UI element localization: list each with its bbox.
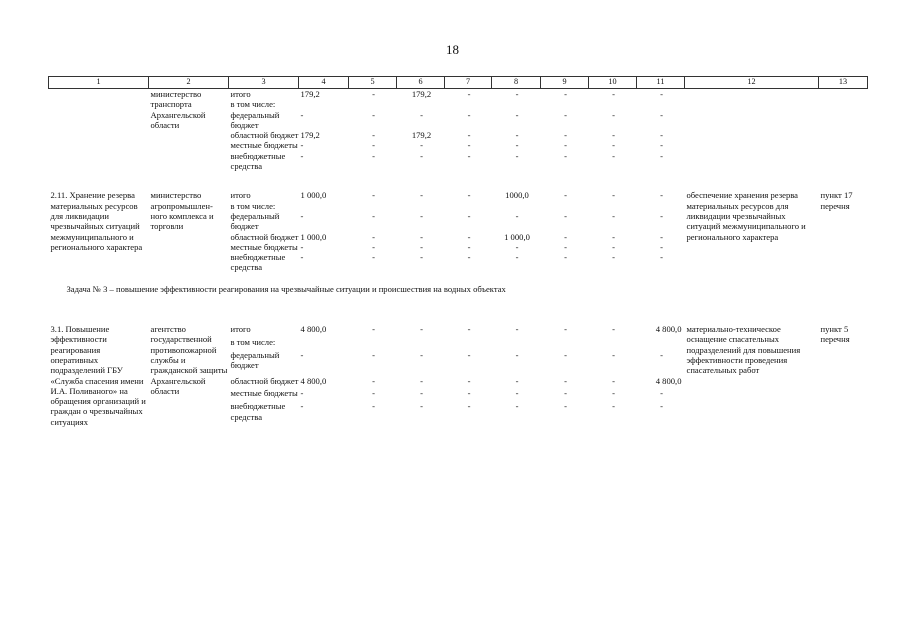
value-cell: [541, 337, 589, 350]
column-number: 13: [819, 77, 868, 89]
value-cell: -: [564, 324, 567, 335]
value-cell: -: [467, 190, 471, 201]
value-cell: -: [300, 349, 304, 360]
value-cell: [397, 99, 445, 109]
value-cell: [637, 201, 685, 211]
value-cell: -: [467, 231, 471, 242]
column-number: 5: [349, 77, 397, 89]
value-cell: -: [612, 349, 615, 360]
value-cell: -: [564, 109, 567, 120]
value-cell: -: [612, 150, 615, 161]
value-cell: 4 800,0: [300, 375, 327, 386]
value-cell: -: [420, 241, 423, 252]
column-number: 3: [229, 77, 299, 89]
value-cell: [589, 99, 637, 109]
value-cell: [445, 337, 492, 350]
funding-source: федеральный бюджет: [230, 210, 280, 232]
value-cell: [445, 99, 492, 109]
value-cell: -: [372, 231, 375, 242]
value-cell: -: [515, 388, 519, 399]
value-cell: -: [372, 89, 375, 99]
value-cell: -: [660, 89, 663, 99]
value-cell: -: [564, 349, 567, 360]
funding-source: областной бюджет: [230, 375, 299, 386]
column-number: 10: [589, 77, 637, 89]
value-cell: -: [467, 375, 471, 386]
table-body: [49, 89, 868, 428]
value-cell: -: [467, 252, 471, 263]
value-cell: -: [564, 401, 567, 412]
value-cell: [349, 201, 397, 211]
value-cell: [589, 337, 637, 350]
spacer-row: [49, 305, 868, 324]
value-cell: -: [420, 150, 423, 161]
measure-name: 3.1. Повышение эффективности реагирования оперативных подразделений ГБУ «Служба спасения имени И.А. Поливаного» на обращения организаций и граждан о чрезвычайных ситуациях: [50, 324, 146, 427]
page-number: 18: [446, 42, 459, 57]
value-cell: -: [612, 231, 615, 242]
column-number: 6: [397, 77, 445, 89]
value-cell: [349, 99, 397, 109]
value-cell: -: [372, 210, 375, 221]
value-cell: -: [612, 210, 615, 221]
value-cell: -: [467, 241, 471, 252]
funding-source: итого: [230, 190, 251, 201]
value-cell: -: [515, 130, 519, 141]
value-cell: 1000,0: [505, 190, 529, 201]
value-cell: -: [372, 109, 375, 120]
value-cell: -: [515, 324, 519, 335]
value-cell: -: [660, 388, 663, 399]
funding-source: внебюджетные средства: [230, 150, 286, 172]
value-cell: -: [300, 210, 304, 221]
value-cell: -: [612, 252, 615, 263]
value-cell: -: [612, 89, 615, 99]
value-cell: -: [467, 109, 471, 120]
value-cell: -: [660, 231, 663, 242]
value-cell: -: [564, 388, 567, 399]
value-cell: -: [564, 140, 567, 151]
value-cell: -: [300, 252, 304, 263]
value-cell: -: [564, 375, 567, 386]
value-cell: -: [372, 388, 375, 399]
value-cell: 179,2: [300, 89, 320, 99]
value-cell: -: [564, 190, 567, 201]
value-cell: -: [612, 109, 615, 120]
value-cell: -: [420, 231, 423, 242]
value-cell: -: [612, 190, 615, 201]
value-cell: [349, 337, 397, 350]
value-cell: -: [300, 150, 304, 161]
value-cell: -: [564, 210, 567, 221]
value-cell: -: [660, 130, 663, 141]
funding-source: в том числе:: [230, 336, 276, 347]
value-cell: -: [612, 140, 615, 151]
value-cell: -: [515, 89, 519, 99]
value-cell: -: [564, 252, 567, 263]
value-cell: -: [300, 241, 304, 252]
column-number: 1: [49, 77, 149, 89]
value-cell: 179,2: [411, 130, 432, 141]
value-cell: -: [515, 241, 519, 252]
value-cell: -: [515, 140, 519, 151]
funding-source: итого: [230, 324, 251, 335]
reference: [819, 89, 868, 172]
column-number: 9: [541, 77, 589, 89]
expected-result: материально-техническое оснащение спасательных подразделений для повышения эффективности проведения спасательных работ: [686, 324, 801, 376]
value-cell: 4 800,0: [655, 375, 682, 386]
table-row: [49, 190, 868, 200]
value-cell: -: [420, 349, 423, 360]
value-cell: -: [660, 109, 663, 120]
reference: пункт 17 перечня: [820, 190, 853, 211]
value-cell: [397, 337, 445, 350]
value-cell: -: [515, 210, 519, 221]
funding-source: областной бюджет: [230, 231, 299, 242]
program-table: [48, 76, 868, 427]
value-cell: -: [515, 349, 519, 360]
value-cell: -: [467, 349, 471, 360]
value-cell: -: [612, 388, 615, 399]
value-cell: -: [467, 89, 471, 99]
value-cell: -: [467, 210, 471, 221]
column-number: 8: [492, 77, 541, 89]
value-cell: -: [372, 324, 375, 335]
column-number: 12: [685, 77, 819, 89]
value-cell: -: [612, 375, 615, 386]
value-cell: -: [564, 130, 567, 141]
value-cell: -: [660, 401, 663, 412]
value-cell: [541, 99, 589, 109]
value-cell: -: [467, 140, 471, 151]
value-cell: -: [300, 140, 304, 151]
value-cell: -: [515, 150, 519, 161]
reference: пункт 5 перечня: [820, 324, 850, 345]
funding-source: местные бюджеты: [230, 140, 298, 151]
value-cell: 179,2: [300, 130, 320, 141]
value-cell: -: [420, 109, 423, 120]
value-cell: -: [420, 375, 423, 386]
value-cell: -: [612, 241, 615, 252]
spacer-cell: [49, 171, 868, 190]
value-cell: [299, 337, 349, 350]
value-cell: -: [660, 150, 663, 161]
value-cell: [445, 201, 492, 211]
value-cell: [492, 201, 541, 211]
value-cell: [299, 201, 349, 211]
task-heading: Задача № 3 – повышение эффективности реагирования на чрезвычайные ситуации и происшествия на водных объектах: [66, 283, 506, 294]
value-cell: -: [660, 210, 663, 221]
funding-source: внебюджетные средства: [230, 252, 286, 273]
value-cell: -: [564, 150, 567, 161]
value-cell: -: [372, 130, 375, 141]
executor: агентство государственной противопожарной службы и гражданской защиты Архангельской области: [150, 324, 228, 396]
expected-result: [685, 89, 819, 172]
funding-source: областной бюджет: [230, 130, 299, 141]
value-cell: -: [420, 140, 423, 151]
value-cell: -: [660, 349, 663, 360]
value-cell: -: [372, 252, 375, 263]
value-cell: -: [660, 140, 663, 151]
value-cell: -: [660, 252, 663, 263]
table-row: [49, 89, 868, 100]
funding-source: федеральный бюджет: [230, 109, 280, 130]
value-cell: [589, 201, 637, 211]
value-cell: -: [467, 401, 471, 412]
value-cell: -: [660, 190, 663, 201]
column-number: 4: [299, 77, 349, 89]
value-cell: -: [564, 231, 567, 242]
value-cell: [541, 201, 589, 211]
value-cell: -: [372, 150, 375, 161]
table-row: [49, 324, 868, 337]
value-cell: -: [467, 324, 471, 335]
value-cell: -: [467, 130, 471, 141]
value-cell: -: [372, 375, 375, 386]
value-cell: 1 000,0: [300, 190, 327, 201]
value-cell: -: [515, 252, 519, 263]
column-number: 2: [149, 77, 229, 89]
value-cell: [299, 99, 349, 109]
value-cell: -: [420, 388, 423, 399]
value-cell: -: [300, 401, 304, 412]
value-cell: -: [612, 324, 615, 335]
value-cell: 1 000,0: [504, 231, 530, 242]
value-cell: [492, 337, 541, 350]
column-number-row: [49, 77, 868, 89]
funding-source: итого: [230, 89, 251, 99]
value-cell: -: [467, 388, 471, 399]
value-cell: -: [515, 109, 519, 120]
value-cell: 179,2: [411, 89, 432, 99]
column-number: 7: [445, 77, 492, 89]
value-cell: [397, 201, 445, 211]
value-cell: -: [372, 401, 375, 412]
value-cell: -: [612, 401, 615, 412]
value-cell: 1 000,0: [300, 231, 327, 242]
value-cell: -: [372, 241, 375, 252]
measure-name: 2.11. Хранение резерва материальных ресурсов для ликвидации чрезвычайных ситуаций межмуниципального и регионального характера: [50, 190, 143, 252]
value-cell: -: [300, 388, 304, 399]
value-cell: -: [420, 210, 423, 221]
value-cell: -: [564, 241, 567, 252]
measure-name: [49, 89, 149, 172]
funding-source: федеральный бюджет: [230, 349, 280, 371]
funding-source: местные бюджеты: [230, 388, 298, 399]
value-cell: -: [420, 190, 423, 201]
value-cell: [637, 99, 685, 109]
funding-source: внебюджетные средства: [230, 401, 286, 422]
executor: министерство агропромышлен-ного комплекса и торговли: [150, 190, 214, 232]
value-cell: -: [515, 401, 519, 412]
funding-source: в том числе:: [230, 200, 276, 211]
value-cell: -: [372, 190, 375, 201]
value-cell: -: [300, 109, 304, 120]
value-cell: -: [660, 241, 663, 252]
value-cell: [637, 337, 685, 350]
funding-source: местные бюджеты: [230, 241, 298, 252]
value-cell: 4 800,0: [655, 324, 682, 335]
spacer-cell: [49, 305, 868, 324]
value-cell: -: [372, 140, 375, 151]
task-heading-row: [49, 273, 868, 305]
value-cell: -: [612, 130, 615, 141]
value-cell: -: [420, 324, 423, 335]
value-cell: -: [467, 150, 471, 161]
value-cell: [492, 99, 541, 109]
value-cell: -: [420, 252, 423, 263]
funding-source: в том числе:: [230, 99, 276, 110]
value-cell: -: [515, 375, 519, 386]
expected-result: обеспечение хранения резерва материальных ресурсов для ликвидации чрезвычайных ситуаций межмуниципального и регионального характера: [686, 190, 806, 242]
column-number: 11: [637, 77, 685, 89]
executor: министерство транспорта Архангельской области: [150, 89, 206, 130]
spacer-row: [49, 171, 868, 190]
value-cell: 4 800,0: [300, 324, 327, 335]
value-cell: -: [564, 89, 567, 99]
value-cell: -: [372, 349, 375, 360]
value-cell: -: [420, 401, 423, 412]
